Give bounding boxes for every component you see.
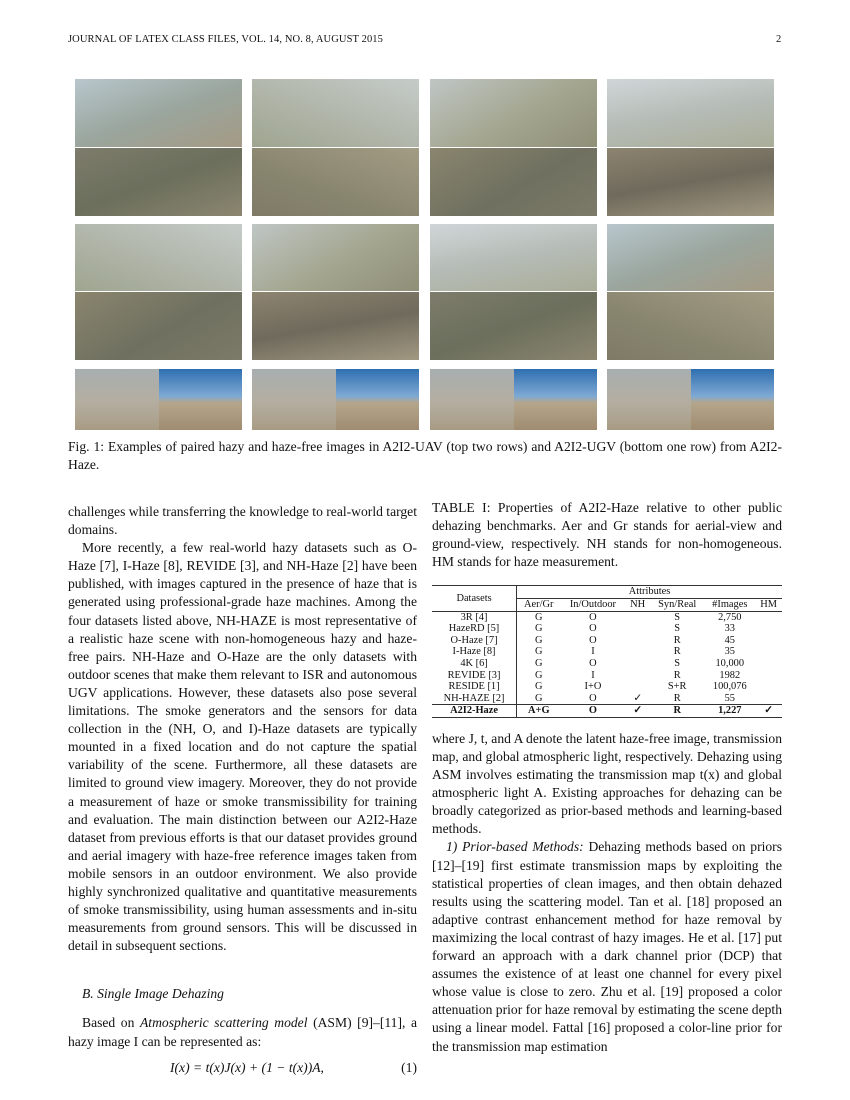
ugv-clear-image (514, 369, 597, 430)
table-cell: G (535, 657, 543, 669)
table-cell: G (535, 634, 543, 646)
table-caption: TABLE I: Properties of A2I2-Haze relative to other public dehazing benchmarks. Aer and Gr stands for aerial-view and ground-view, respectively. NH stands for non-homogeneous. HM stands for haze measurement. (432, 500, 782, 570)
table-cell (625, 635, 650, 647)
ugv-clear-image (691, 369, 774, 430)
table-cell: 35 (724, 646, 735, 658)
table-cell: R (673, 705, 681, 717)
table-row (432, 705, 782, 718)
table-cell: I-Haze [8] (432, 646, 517, 658)
uav-clear-image (75, 292, 242, 360)
table-cell: 45 (724, 634, 735, 646)
table-row (432, 658, 782, 670)
table-cell: G (535, 669, 543, 681)
table-cell: O (589, 692, 597, 704)
table-cell: R (673, 692, 681, 704)
uav-hazy-image (252, 79, 419, 147)
table-cell: R (673, 634, 681, 646)
column-header: HM (760, 598, 777, 610)
column-header: #Images (712, 598, 748, 610)
section-heading: B. Single Image Dehazing (82, 986, 224, 1002)
table-row (432, 635, 782, 647)
table-cell: HazeRD [5] (432, 623, 517, 635)
uav-hazy-image (430, 224, 597, 291)
uav-hazy-image (252, 224, 419, 291)
table-cell (755, 681, 782, 693)
table-cell: G (535, 692, 543, 704)
column-header: In/Outdoor (569, 598, 617, 610)
table-cell: 3R [4] (432, 611, 517, 623)
equation-1: I(x) = t(x)J(x) + (1 − t(x))A, (1) (170, 1059, 417, 1075)
table-row (432, 670, 782, 682)
table-cell: O (589, 623, 597, 635)
table-cell: I+O (584, 681, 602, 693)
table-cell: 1982 (719, 669, 741, 681)
ugv-hazy-image (252, 369, 336, 430)
uav-clear-image (430, 148, 597, 216)
table-cell: G (535, 681, 543, 693)
paragraph: More recently, a few real-world hazy datasets such as O-Haze [7], I-Haze [8], REVIDE [3], and NH-Haze [2] have been published, with images captured in the presence of haze that is generated using professional-grade haze machines. Among the four datasets listed above, NH-HAZE is most representative of a realistic haze scene with non-homogeneous hazy and haze-free pairs. NH-Haze and O-Haze are the only datasets with outdoor scenes that make them relevant to ISR and autonomous UGV applications. However, these datasets also pose several limitations. The smoke generators and the sensors for data collection in the (NH, O, and I)-Haze datasets are typically mounted in a fixed location and do not capture the spatial variability of the scene. Furthermore, all these datasets are limited to ground view imagery. Moreover, they do not provide a measurement of haze or smoke transmissibility for training and evaluation. The main distinction between our A2I2-Haze dataset from previous efforts is that our dataset provides ground and aerial imagery with haze-free reference images taken from mobile sensors in an outdoor environment. We also provide highly synchronized qualitative and quantitative measurements of smoke transmissibility, using human assessments and in-situ measurements from ground sensors. This will be discussed in detail in subsequent sections. (68, 540, 417, 954)
ugv-clear-image (336, 369, 419, 430)
table-cell: A+G (528, 705, 550, 717)
ugv-hazy-image (607, 369, 691, 430)
column-header: NH (630, 598, 646, 610)
table-cell: 2,750 (718, 611, 742, 623)
table-cell: ✓ (633, 705, 643, 717)
table-cell (755, 623, 782, 635)
table-row (432, 681, 782, 693)
table-cell: ✓ (633, 692, 643, 704)
table-cell: A2I2-Haze (432, 705, 517, 718)
table-cell: O-Haze [7] (432, 635, 517, 647)
table-cell: REVIDE [3] (432, 670, 517, 682)
table-cell: 1,227 (718, 705, 742, 717)
paragraph: 1) Prior-based Methods: Dehazing methods based on priors [12]–[19] first estimate transmission maps by exploiting the statistical properties of clean images, and then obtain dehazed results using the scattering model. Tan et al. [18] proposed an adaptive contrast enhancement method for haze removal by maximizing the local contrast of hazy images. He et al. [17] put forward an approach with a dark channel prior (DCP) that assumes the existence of at least one channel for every pixel whose value is close to zero. Zhu et al. [19] proposed a color attenuation prior for haze removal by estimating the scene depth using a linear model. Fattal [16] proposed a color-line prior for the transmission map estimation (432, 839, 783, 1054)
column-header: Syn/Real (658, 598, 697, 610)
table-cell (755, 646, 782, 658)
table-cell: R (673, 669, 681, 681)
uav-clear-image (607, 148, 774, 216)
uav-hazy-image (75, 224, 242, 291)
table-cell (755, 635, 782, 647)
table-cell: G (535, 646, 543, 658)
properties-table: Datasets Attributes Aer/Gr In/Outdoor NH Syn/Real #Images HM 3R [4] G O S 2,750 HazeRD [5] G O S 33 O-Haze [7] G O R 45 I-Haze [8] G I R 35 4K [6] G O S 10,000 REVIDE [3] G I R 1982 RESIDE [1] G I+O S+R 100,076 NH-HAZE [2] G O ✓ R 55 A2I2-Haze A+G O ✓ R 1,227 ✓ (432, 585, 782, 718)
uav-clear-image (252, 292, 419, 360)
uav-clear-image (252, 148, 419, 216)
ugv-hazy-image (75, 369, 159, 430)
table-cell (625, 681, 650, 693)
table-cell: R (673, 646, 681, 658)
table-row (432, 623, 782, 635)
table-cell (625, 646, 650, 658)
uav-clear-image (607, 292, 774, 360)
table-cell: S+R (667, 681, 687, 693)
table-cell (755, 658, 782, 670)
table-cell: O (589, 634, 597, 646)
table-cell (755, 611, 782, 623)
table-row (432, 611, 782, 623)
table-cell (755, 693, 782, 705)
table-cell: S (674, 611, 681, 623)
figure-caption: Fig. 1: Examples of paired hazy and haze-free images in A2I2-UAV (top two rows) and A2I2-UGV (bottom one row) from A2I2-Haze. (68, 439, 782, 472)
table-cell: O (589, 657, 597, 669)
uav-hazy-image (75, 79, 242, 147)
table-row (432, 693, 782, 705)
paragraph: challenges while transferring the knowledge to real-world target domains. (68, 504, 417, 538)
table-cell: G (535, 611, 543, 623)
table-cell: O (588, 705, 597, 717)
left-column (68, 503, 417, 1077)
table-cell: S (674, 657, 681, 669)
table-cell: G (535, 623, 543, 635)
table-cell: I (591, 646, 595, 658)
uav-hazy-image (607, 79, 774, 147)
table-cell: 33 (724, 623, 735, 635)
table-cell (625, 623, 650, 635)
table-row (432, 646, 782, 658)
uav-hazy-image (430, 79, 597, 147)
table-cell: O (589, 611, 597, 623)
table-cell: 55 (724, 692, 735, 704)
table-cell: S (674, 623, 681, 635)
uav-clear-image (430, 292, 597, 360)
table-cell: 4K [6] (432, 658, 517, 670)
uav-clear-image (75, 148, 242, 216)
table-cell (755, 670, 782, 682)
running-header: JOURNAL OF LATEX CLASS FILES, VOL. 14, NO. 8, AUGUST 2015 (68, 34, 383, 45)
ugv-hazy-image (430, 369, 514, 430)
table-cell: 100,076 (712, 681, 747, 693)
table-cell: RESIDE [1] (432, 681, 517, 693)
table-cell (625, 611, 650, 623)
table-cell: 10,000 (715, 657, 745, 669)
ugv-clear-image (159, 369, 242, 430)
page-number: 2 (776, 34, 782, 45)
right-column (432, 499, 782, 1056)
table-cell: ✓ (764, 705, 773, 717)
paragraph: where J, t, and A denote the latent haze-free image, transmission map, and global atmospheric light, respectively. Dehazing using ASM involves estimating the transmission map t(x) and global atmospheric light A. Existing approaches for dehazing can be broadly categorized as prior-based methods and learning-based methods. (432, 730, 782, 837)
table-cell (625, 670, 650, 682)
table-cell: NH-HAZE [2] (432, 693, 517, 705)
column-header: Aer/Gr (524, 598, 554, 610)
table-cell (625, 658, 650, 670)
uav-hazy-image (607, 224, 774, 291)
paragraph: Based on Atmospheric scattering model (ASM) [9]–[11], a hazy image I can be represented as: (68, 1015, 417, 1049)
table-cell: I (591, 669, 595, 681)
